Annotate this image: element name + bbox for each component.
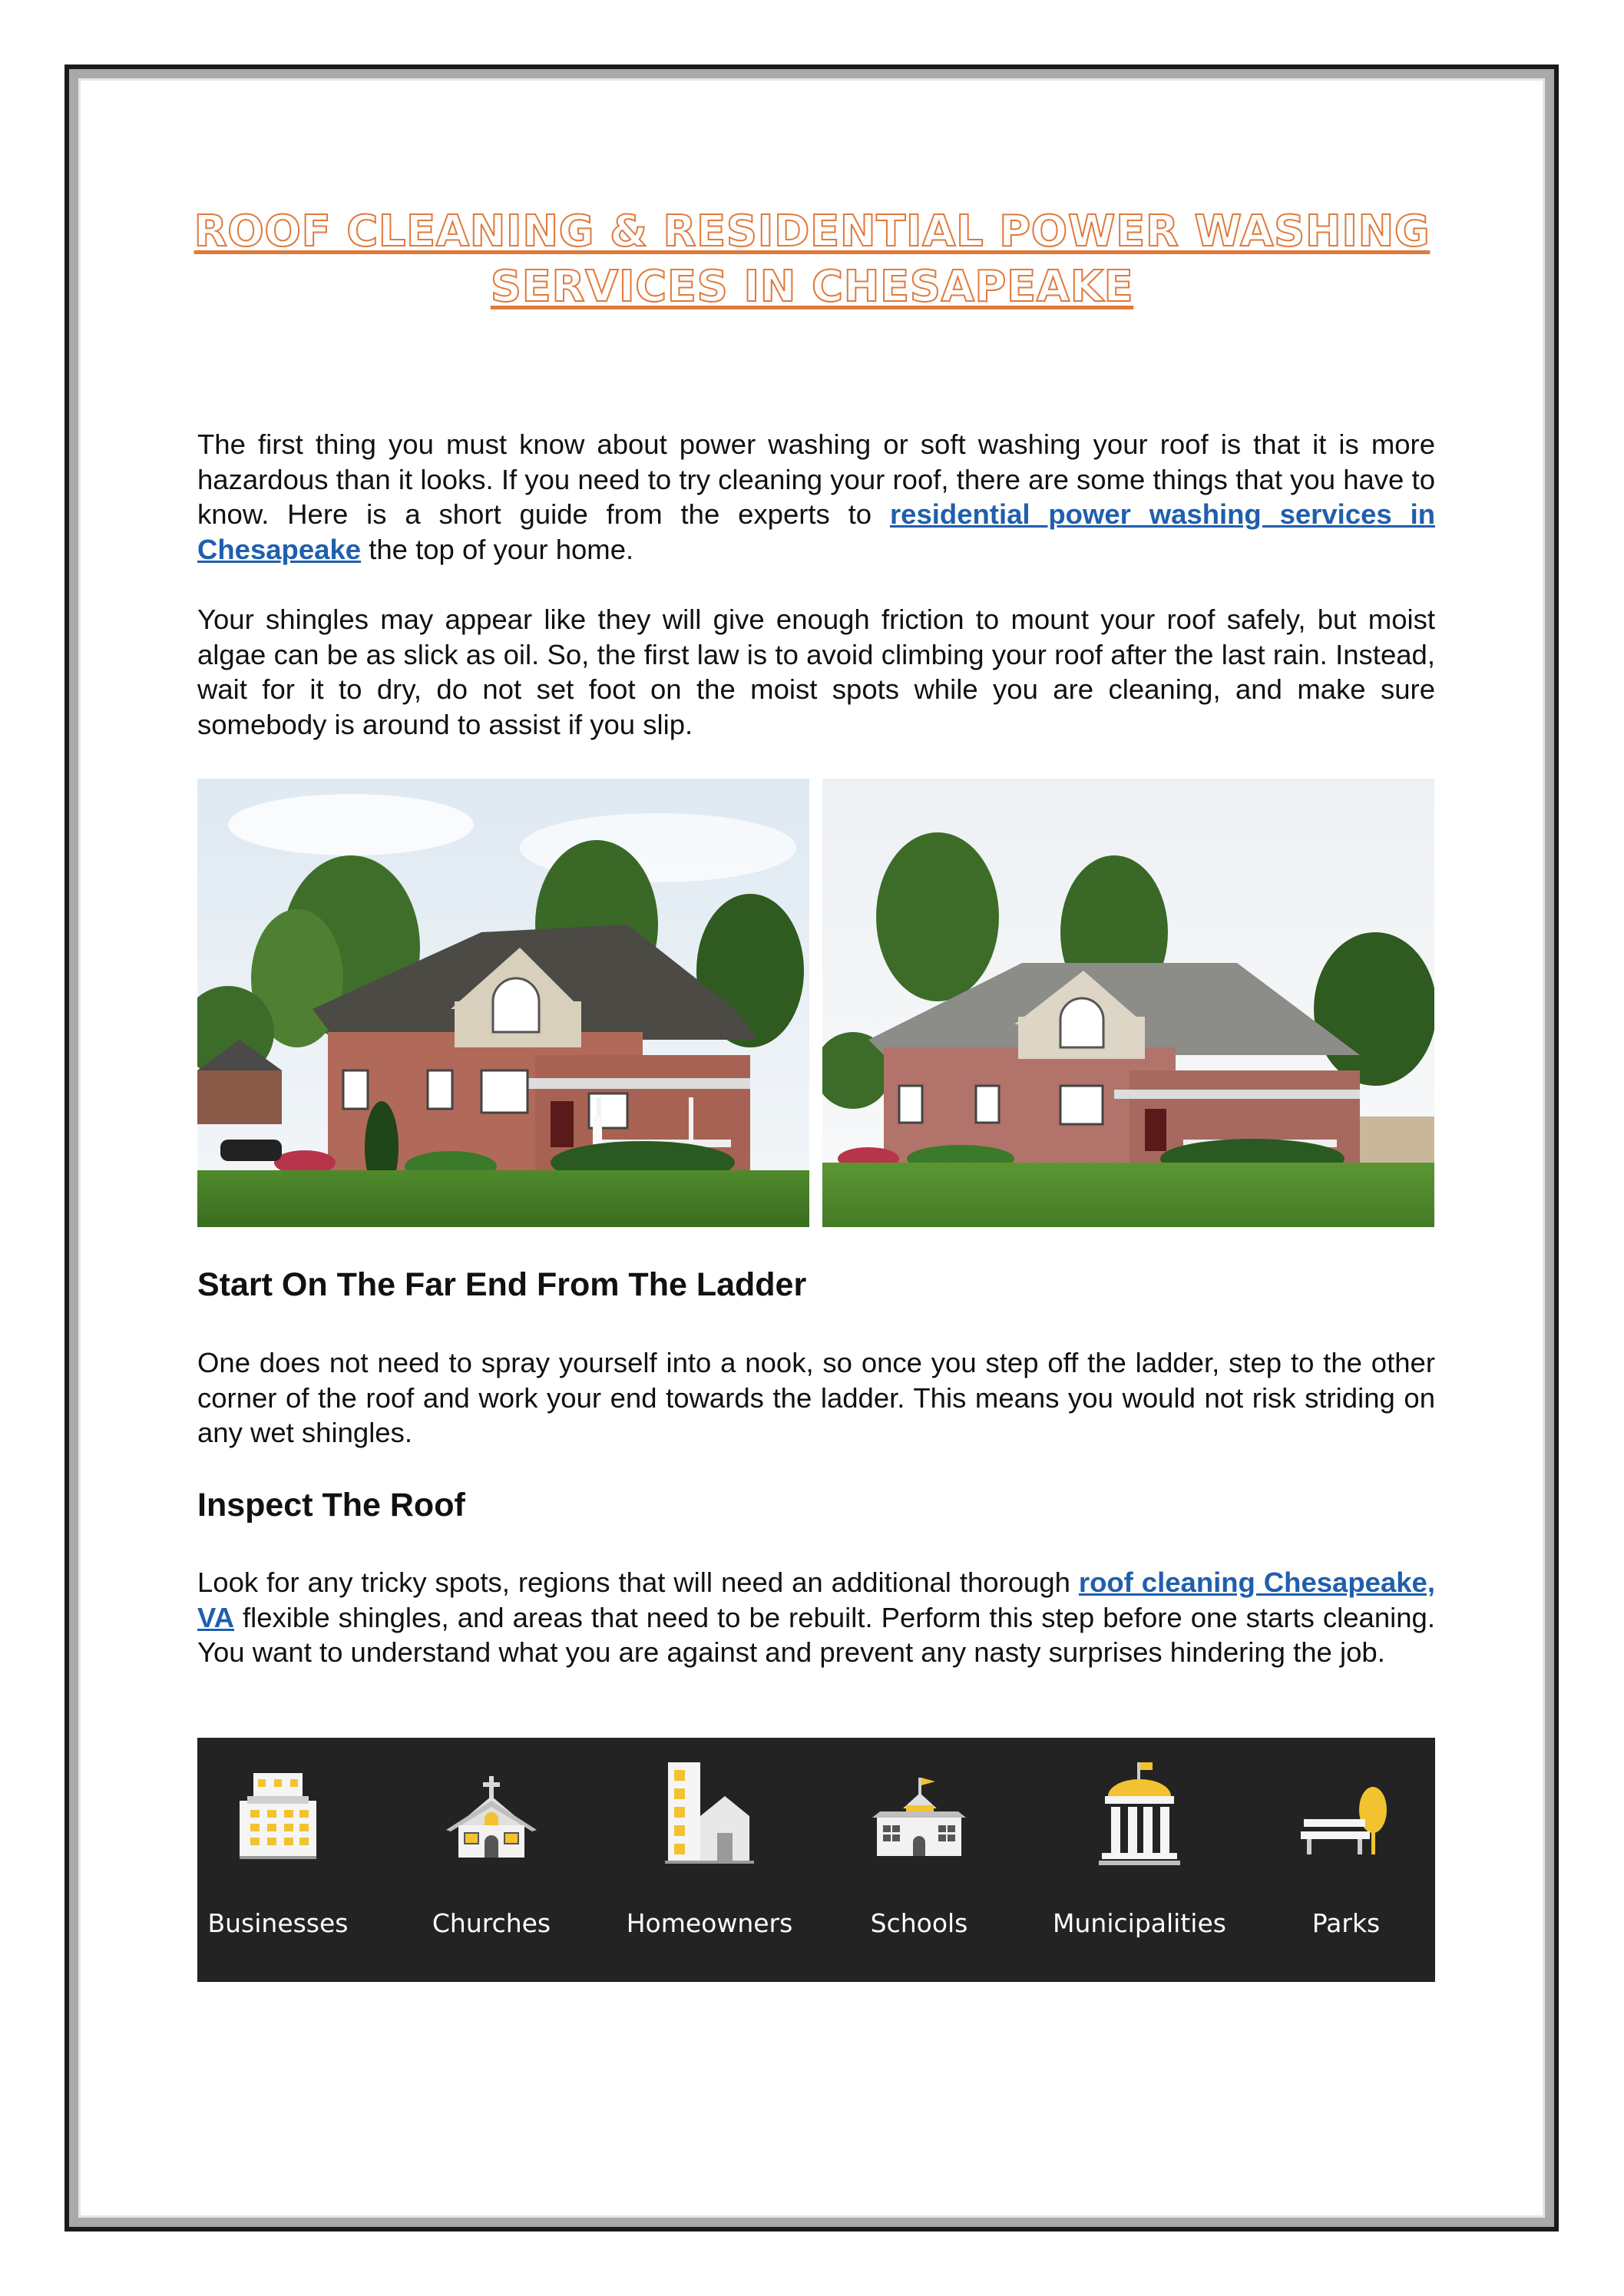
section-heading-inspect: Inspect The Roof: [197, 1487, 465, 1523]
school-icon: [869, 1770, 969, 1866]
roof-cleaning-chesapeake-link[interactable]: roof cleaning Chesapeake, VA: [197, 1567, 1435, 1633]
section-body-far-end: One does not need to spray yourself into a nook, so once you step off the ladder, step to the other corner of the roof and work your end towards the ladder. This means you would not risk striding on any wet shingles.: [197, 1347, 1435, 1448]
government-building-icon: [1097, 1761, 1182, 1872]
section-heading-far-end: Start On The Far End From The Ladder: [197, 1266, 807, 1303]
service-businesses: [201, 1738, 355, 1982]
service-label: Schools: [870, 1908, 968, 1938]
service-label: Churches: [432, 1908, 551, 1938]
service-schools: [842, 1738, 996, 1982]
safety-paragraph: Your shingles may appear like they will give enough friction to mount your roof safely, but moist algae can be as slick as oil. So, the first law is to avoid climbing your roof after the last rain. Instead, wait for it to dry, do not set foot on the moist spots while you are cleaning, and make sure somebody is around to assist if you slip.: [197, 604, 1435, 740]
section-body-inspect: Look for any tricky spots, regions that will need an additional thorough roof cleaning Chesapeake, VA flexible shingles, and areas that need to be rebuilt. Perform this step before one starts cleaning. You want to understand what you are against and prevent any nasty surprises hindering the job.: [197, 1567, 1435, 1668]
service-churches: [415, 1738, 568, 1982]
house-building-icon: [663, 1759, 756, 1871]
services-banner: [197, 1738, 1435, 1982]
service-municipalities: [1053, 1738, 1226, 1982]
park-bench-tree-icon: [1296, 1770, 1396, 1866]
service-parks: [1269, 1738, 1423, 1982]
page-title: ROOF CLEANING & RESIDENTIAL POWER WASHING SERVICES IN CHESAPEAKE: [193, 207, 1431, 312]
service-label: Homeowners: [626, 1908, 793, 1938]
service-label: Parks: [1311, 1908, 1381, 1938]
house-photo-before: [197, 779, 809, 1227]
service-homeowners: [626, 1738, 793, 1982]
residential-power-washing-link[interactable]: residential power washing services in Chesapeake: [197, 498, 1436, 565]
house-photo-after: [822, 779, 1434, 1227]
service-label: Municipalities: [1053, 1908, 1226, 1938]
office-building-icon: [232, 1770, 324, 1866]
church-icon: [442, 1770, 541, 1866]
intro-paragraph: The first thing you must know about power washing or soft washing your roof is that it is more hazardous than it looks. If you need to try cleaning your roof, there are some things that you have to know. Here is a short guide from the experts to residential power washing services in Chesapeake the top of your home.: [197, 428, 1436, 565]
service-label: Businesses: [207, 1908, 349, 1938]
